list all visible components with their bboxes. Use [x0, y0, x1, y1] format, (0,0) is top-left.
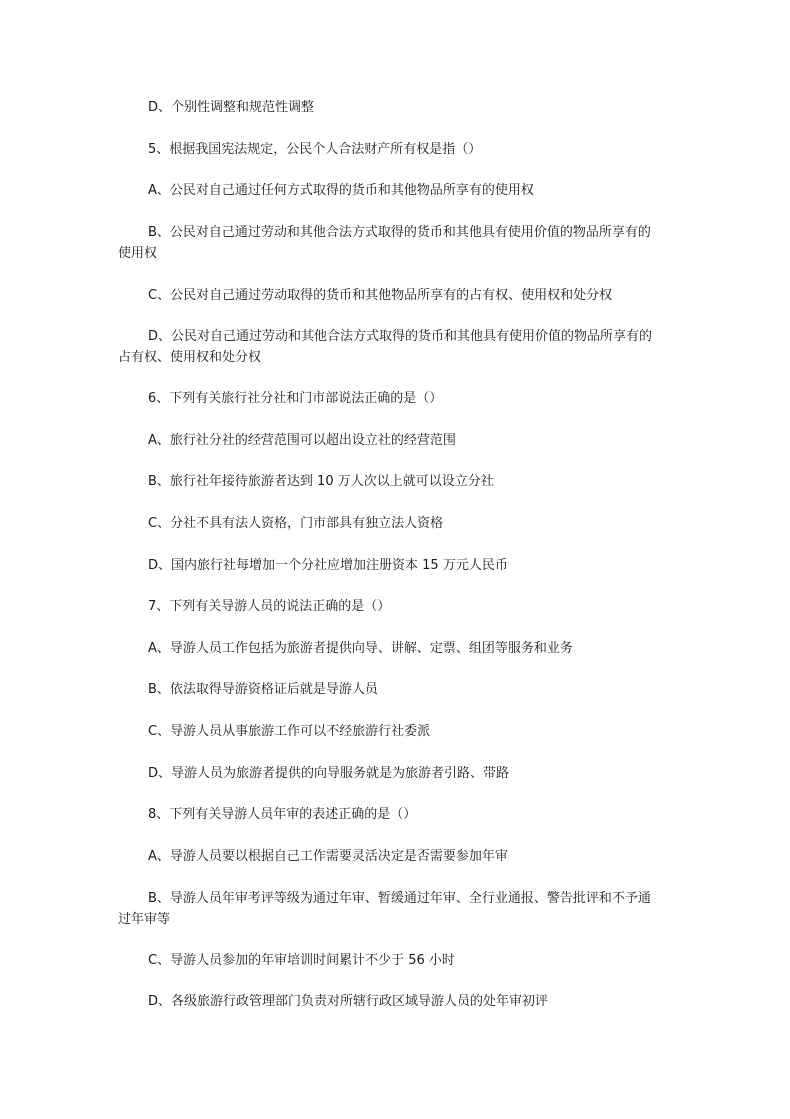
option-8a: A、导游人员要以根据自己工作需要灵活决定是否需要参加年审	[148, 849, 508, 864]
option-8d: D、各级旅游行政管理部门负责对所辖行政区域导游人员的处年审初评	[148, 994, 549, 1009]
option-7a: A、导游人员工作包括为旅游者提供向导、讲解、定票、组团等服务和业务	[148, 641, 573, 656]
option-7b: B、依法取得导游资格证后就是导游人员	[148, 682, 378, 697]
option-7c: C、导游人员从事旅游工作可以不经旅游行社委派	[148, 724, 431, 739]
option-6b: B、旅行社年接待旅游者达到 10 万人次以上就可以设立分社	[148, 474, 494, 489]
option-8c: C、导游人员参加的年审培训时间累计不少于 56 小时	[148, 953, 455, 968]
option-7d: D、导游人员为旅游者提供的向导服务就是为旅游者引路、带路	[148, 766, 510, 781]
question-5: 5、根据我国宪法规定，公民个人合法财产所有权是指（）	[148, 142, 482, 157]
question-6: 6、下列有关旅行社分社和门市部说法正确的是（）	[148, 391, 443, 406]
option-6a: A、旅行社分社的经营范围可以超出设立社的经营范围	[148, 433, 456, 448]
option-4d: D、个别性调整和规范性调整	[148, 100, 315, 115]
option-6d: D、国内旅行社每增加一个分社应增加注册资本 15 万元人民币	[148, 558, 508, 573]
option-8b: B、导游人员年审考评等级为通过年审、暂缓通过年审、全行业通报、警告批评和不予通过年审等	[118, 891, 651, 927]
option-6c: C、分社不具有法人资格，门市部具有独立法人资格	[148, 516, 444, 531]
option-5c: C、公民对自己通过劳动取得的货币和其他物品所享有的占有权、使用权和处分权	[148, 288, 613, 303]
option-5d: D、公民对自己通过劳动和其他合法方式取得的货币和其他具有使用价值的物品所享有的占有权、使用权和处分权	[118, 329, 653, 365]
question-7: 7、下列有关导游人员的说法正确的是（）	[148, 599, 391, 614]
option-5a: A、公民对自己通过任何方式取得的货币和其他物品所享有的使用权	[148, 183, 534, 198]
option-5b: B、公民对自己通过劳动和其他合法方式取得的货币和其他具有使用价值的物品所享有的使用权	[118, 225, 651, 261]
question-8: 8、下列有关导游人员年审的表述正确的是（）	[148, 807, 417, 822]
